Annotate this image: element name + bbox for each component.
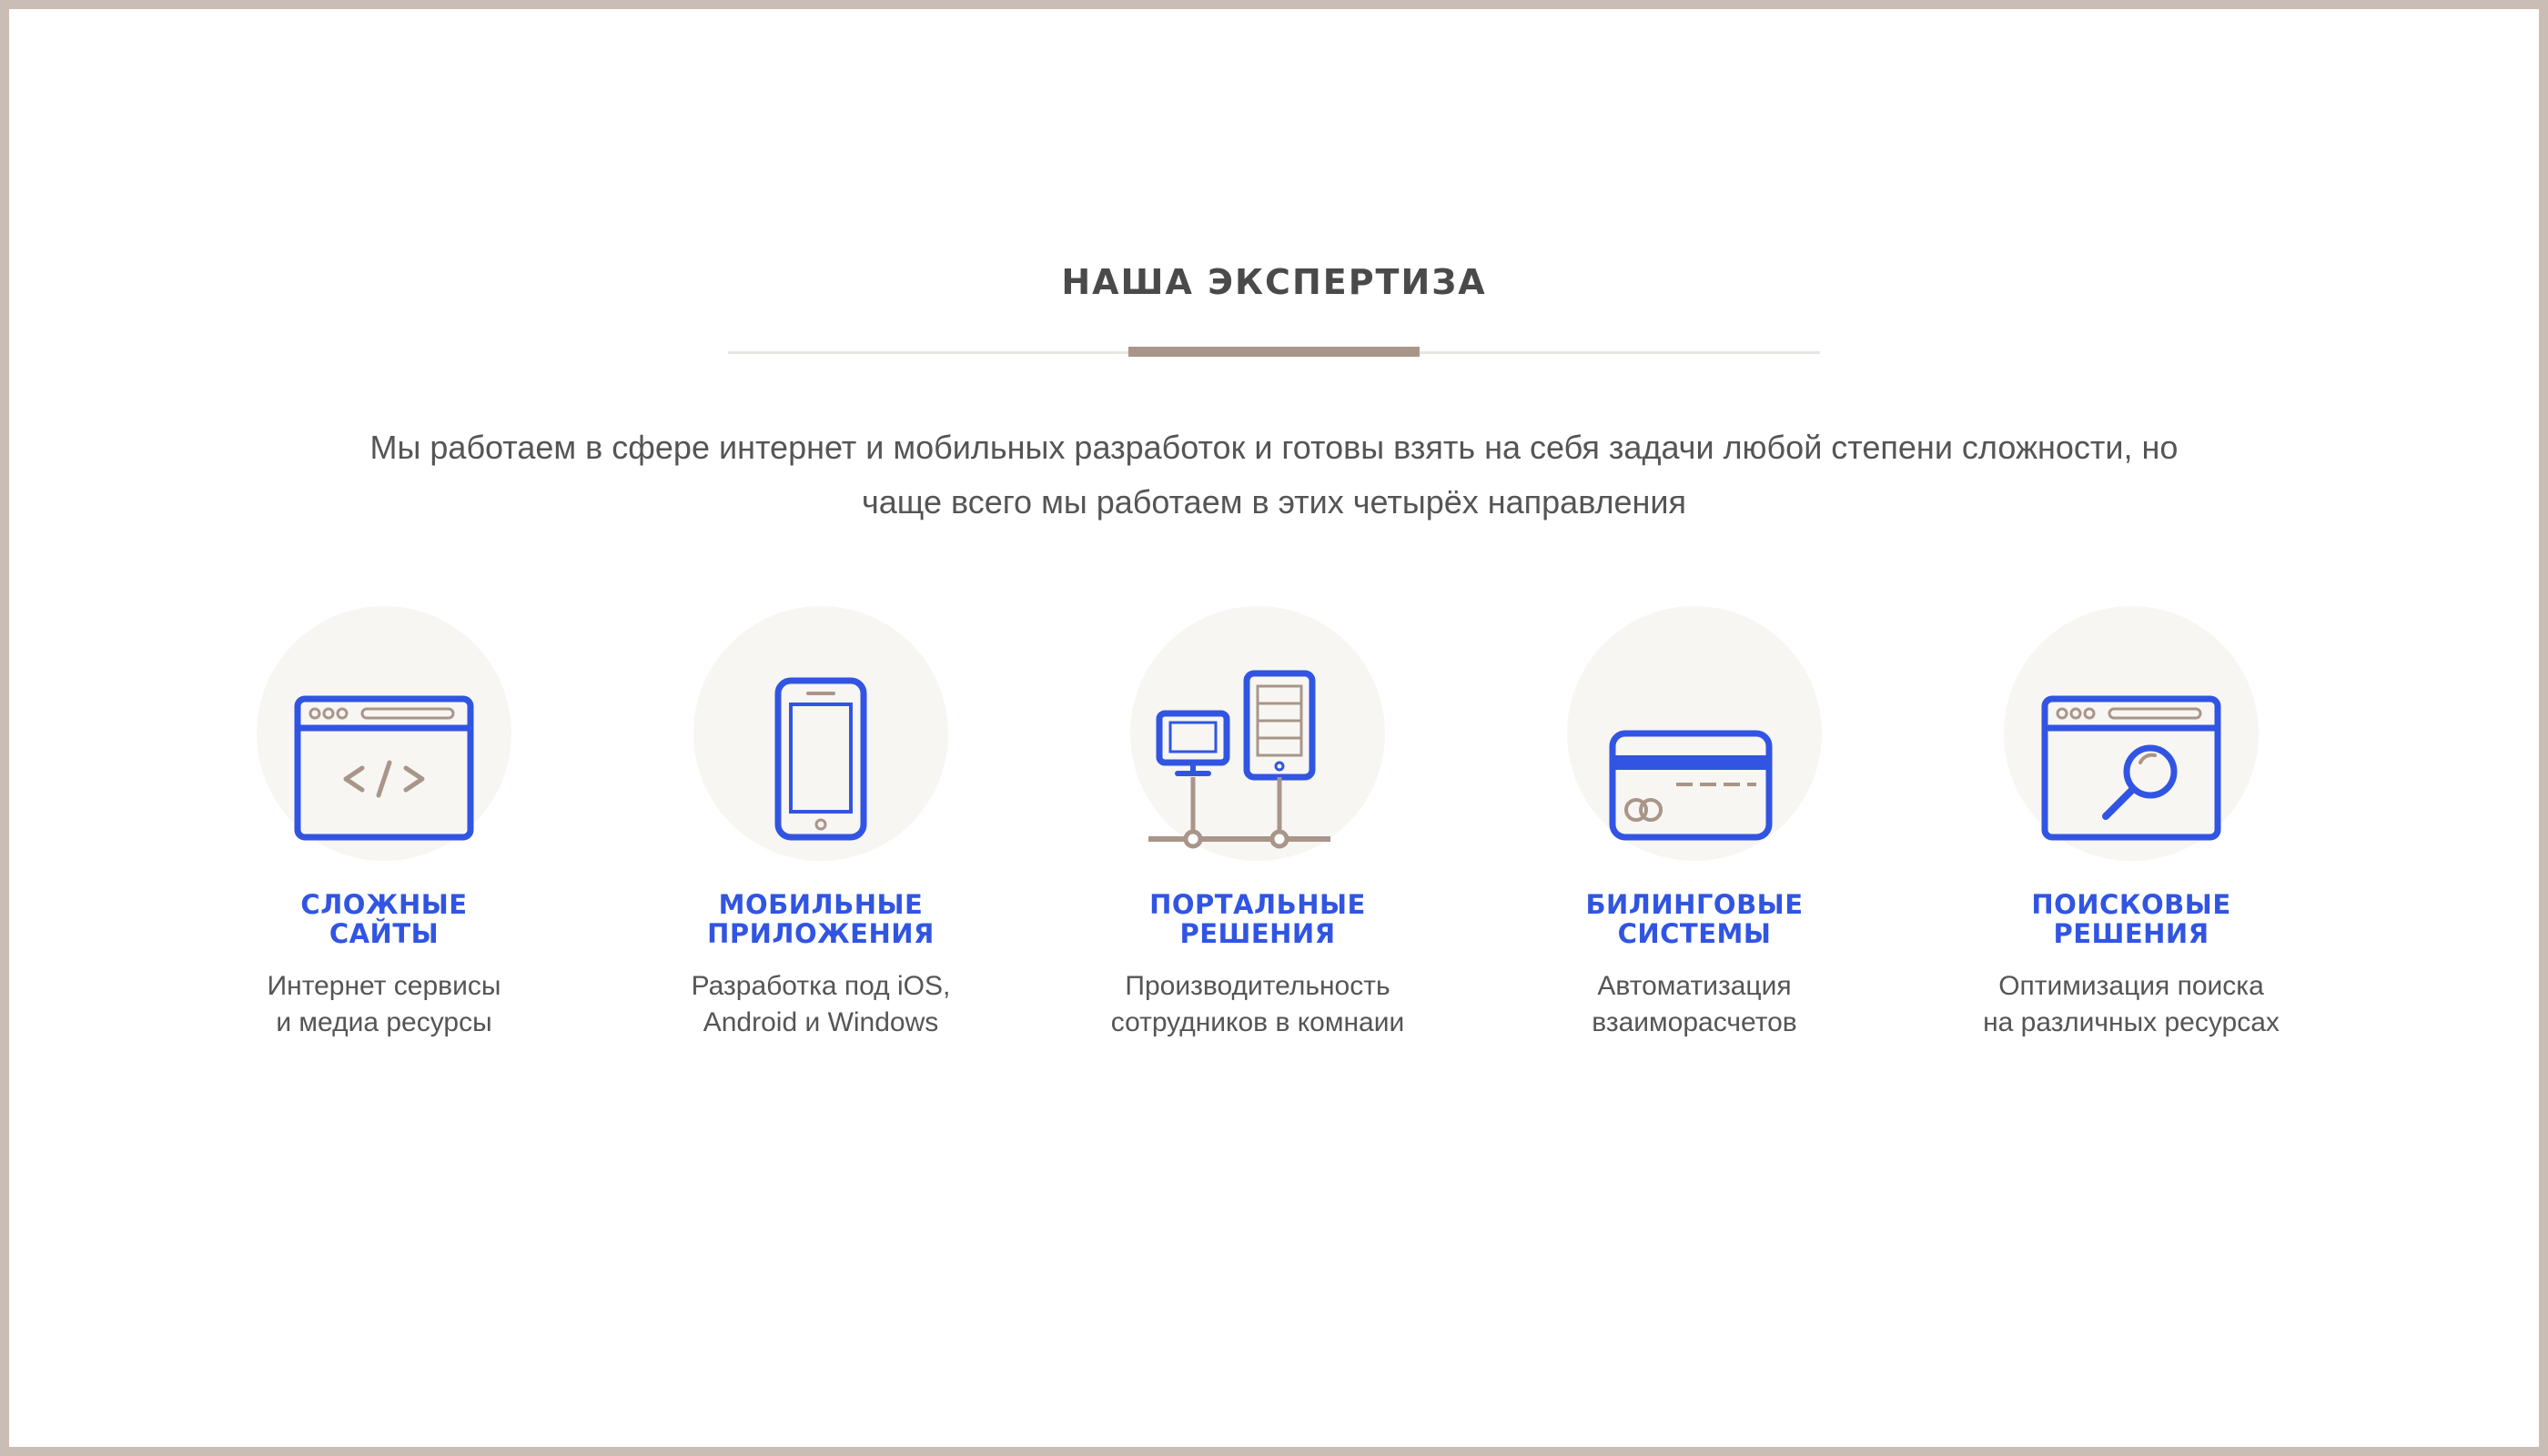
feature-description: Разработка под iOS, Android и Windows — [691, 971, 951, 1037]
feature-title: ПОРТАЛЬНЫЕ РЕШЕНИЯ — [1149, 889, 1366, 949]
feature-complex-sites[interactable] — [166, 599, 602, 1041]
feature-icon-wrap — [1039, 599, 1476, 868]
feature-billing-systems[interactable] — [1476, 599, 1913, 1041]
credit-card-icon — [1549, 599, 1840, 868]
smartphone-icon — [675, 599, 966, 868]
feature-description: Интернет сервисы и медиа ресурсы — [267, 971, 501, 1037]
feature-description: Производительность сотрудников в комнаии — [1110, 971, 1405, 1037]
feature-icon-wrap — [1476, 599, 1913, 868]
feature-description: Автоматизация взаиморасчетов — [1592, 971, 1797, 1037]
section-title: НАША ЭКСПЕРТИЗА — [1061, 262, 1487, 302]
feature-description: Оптимизация поиска на различных ресурсах — [1983, 971, 2280, 1037]
section-intro: Мы работаем в сфере интернет и мобильных разработок и готовы взять на себя задачи любой степени сложности, но чаще всего мы работаем в этих четырёх направления — [369, 429, 2179, 521]
feature-icon-wrap — [166, 599, 602, 868]
feature-portal-solutions[interactable] — [1039, 599, 1476, 1041]
feature-title: МОБИЛЬНЫЕ ПРИЛОЖЕНИЯ — [707, 889, 935, 949]
title-divider-accent — [1128, 347, 1420, 357]
feature-title: ПОИСКОВЫЕ РЕШЕНИЯ — [2031, 889, 2231, 949]
feature-title: БИЛИНГОВЫЕ СИСТЕМЫ — [1585, 889, 1804, 949]
feature-mobile-apps[interactable] — [602, 599, 1039, 1041]
feature-search-solutions[interactable] — [1913, 599, 2350, 1041]
features-list — [9, 599, 2539, 1072]
page-frame — [9, 9, 2539, 1447]
feature-icon-wrap — [1913, 599, 2350, 868]
search-browser-icon — [1986, 599, 2277, 868]
feature-title: СЛОЖНЫЕ САЙТЫ — [300, 889, 468, 949]
network-devices-icon — [1112, 599, 1403, 868]
feature-icon-wrap — [602, 599, 1039, 868]
code-browser-icon — [238, 599, 530, 868]
